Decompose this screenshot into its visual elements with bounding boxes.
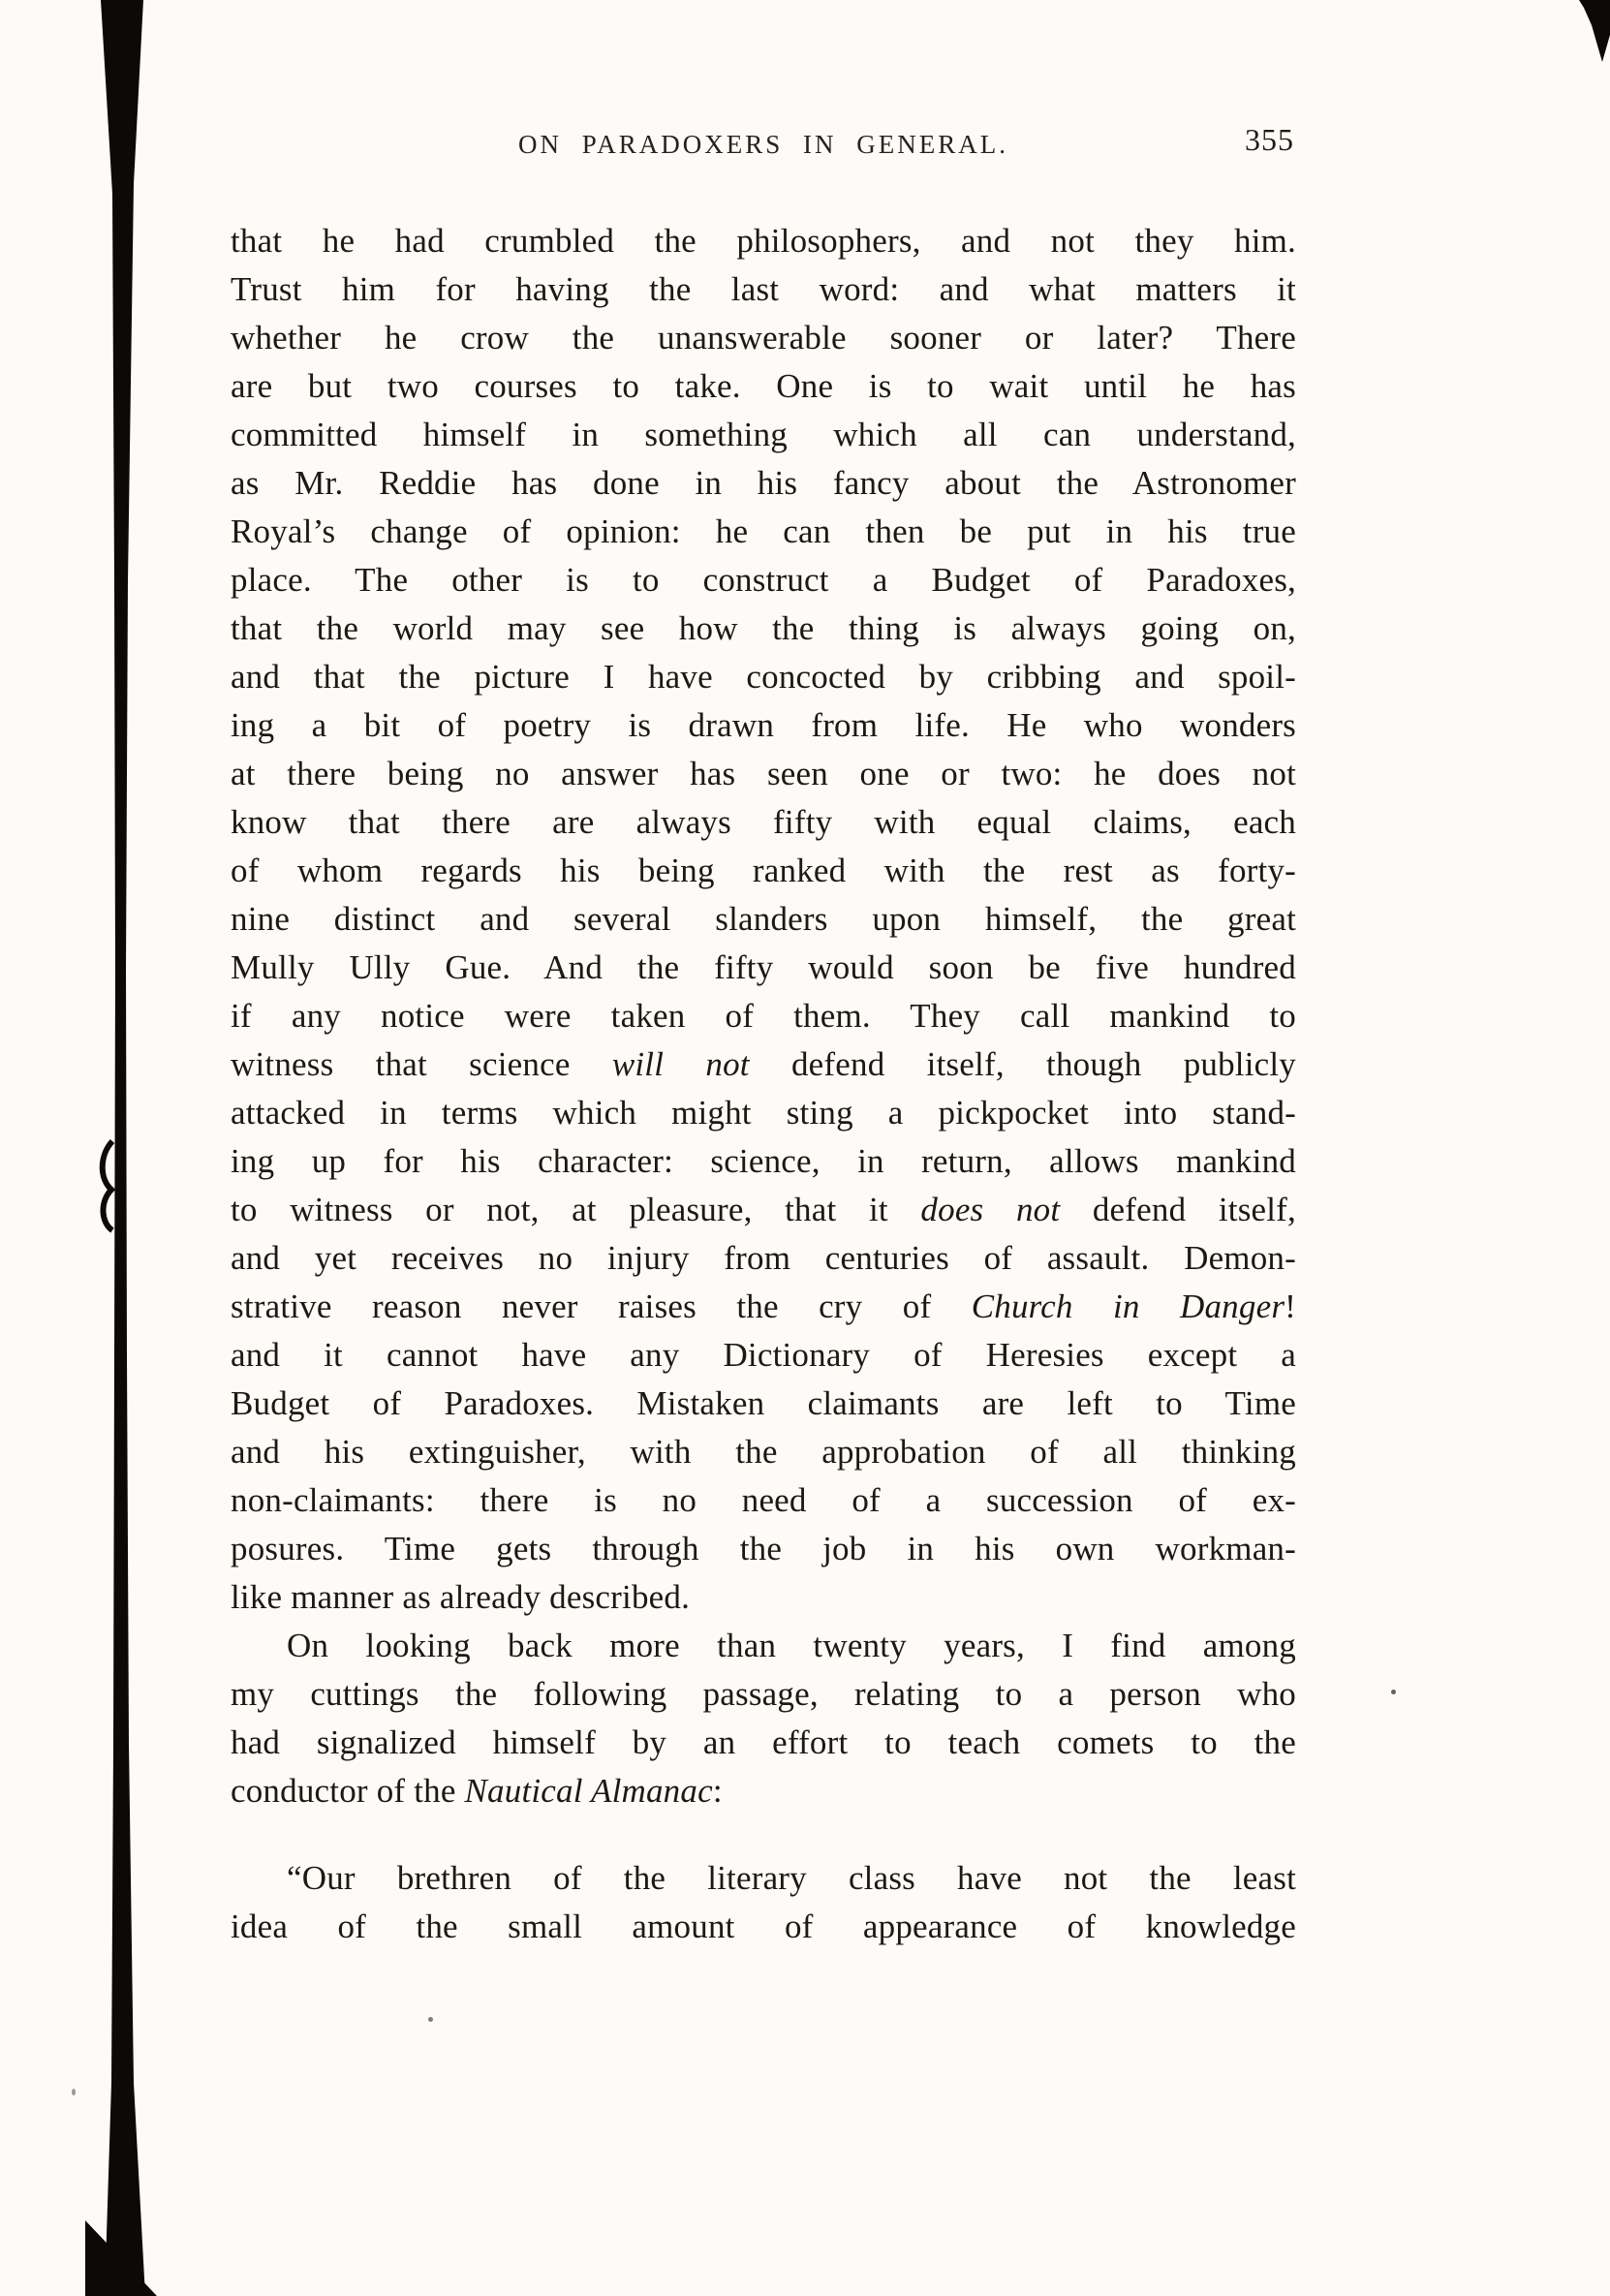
text-line: witness that science will not defend itself, though publicly	[231, 1045, 1297, 1083]
text-line: posures. Time gets through the job in his own workman-	[231, 1530, 1296, 1567]
text-line: non-claimants: there is no need of a succession of ex-	[231, 1481, 1296, 1519]
text-line: attacked in terms which might sting a pickpocket into stand-	[231, 1094, 1296, 1132]
text-line: whether he crow the unanswerable sooner or later? There	[231, 319, 1296, 357]
text-line: idea of the small amount of appearance of knowledge	[231, 1908, 1296, 1945]
text-line: of whom regards his being ranked with the rest as forty-	[231, 852, 1296, 889]
text-line: and it cannot have any Dictionary of Heresies except a	[231, 1336, 1296, 1374]
text-line: Trust him for having the last word: and what matters it	[231, 270, 1296, 308]
text-line: and his extinguisher, with the approbation of all thinking	[231, 1433, 1296, 1471]
text-line: “Our brethren of the literary class have not the least	[287, 1859, 1296, 1897]
scan-speck	[1391, 1690, 1396, 1694]
text-line: that the world may see how the thing is always going on,	[231, 609, 1296, 647]
text-line: ing up for his character: science, in return, allows mankind	[231, 1142, 1296, 1180]
text-line: that he had crumbled the philosophers, and not they him.	[231, 222, 1296, 260]
text-line: had signalized himself by an effort to teach comets to the	[231, 1723, 1296, 1761]
text-line: and that the picture I have concocted by cribbing and spoil-	[231, 658, 1296, 696]
text-line: ing a bit of poetry is drawn from life. He who wonders	[231, 706, 1296, 744]
text-line: to witness or not, at pleasure, that it does not defend itself,	[231, 1191, 1296, 1228]
text-line: nine distinct and several slanders upon himself, the great	[231, 900, 1296, 938]
text-line: strative reason never raises the cry of Church in Danger!	[231, 1288, 1296, 1325]
text-line: are but two courses to take. One is to wait until he has	[231, 367, 1296, 405]
text-line: conductor of the Nautical Almanac:	[231, 1772, 723, 1810]
text-line: like manner as already described.	[231, 1578, 691, 1616]
corner-tear-mark	[1579, 0, 1610, 62]
running-header-title: ON PARADOXERS IN GENERAL.	[517, 130, 1009, 159]
text-line: my cuttings the following passage, relating to a person who	[231, 1675, 1296, 1713]
scan-speck	[72, 2089, 76, 2095]
text-line: Budget of Paradoxes. Mistaken claimants are left to Time	[231, 1384, 1296, 1422]
text-line: place. The other is to construct a Budget of Paradoxes,	[231, 561, 1296, 599]
text-line: if any notice were taken of them. They call mankind to	[231, 997, 1296, 1035]
text-line: On looking back more than twenty years, I find among	[287, 1627, 1296, 1664]
running-header	[231, 122, 1296, 172]
text-line: Royal’s change of opinion: he can then be put in his true	[231, 512, 1296, 550]
text-line: as Mr. Reddie has done in his fancy about the Astronomer	[231, 464, 1296, 502]
body-text	[231, 217, 1296, 1951]
scan-speck	[428, 2017, 433, 2022]
binding-corner-blob	[85, 2220, 157, 2296]
text-line: know that there are always fifty with equal claims, each	[231, 803, 1296, 841]
text-line: at there being no answer has seen one or two: he does not	[231, 755, 1296, 792]
text-line: Mully Ully Gue. And the fifty would soon be five hundred	[231, 948, 1296, 986]
text-line: committed himself in something which all can understand,	[231, 416, 1296, 453]
text-line: and yet receives no injury from centuries of assault. Demon-	[231, 1239, 1296, 1277]
page-number: 355	[1245, 122, 1294, 157]
binding-curl-mark	[103, 1141, 112, 1230]
